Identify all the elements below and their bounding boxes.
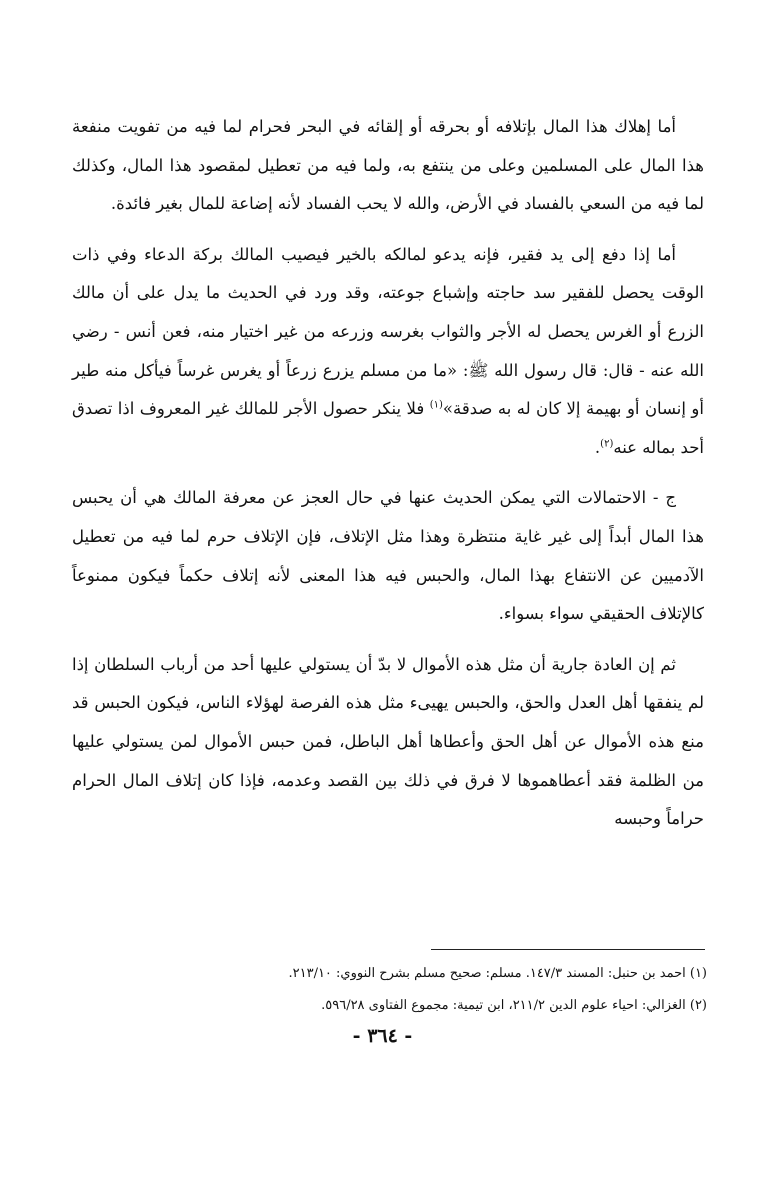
page-number: - ٣٦٤ - xyxy=(352,1025,413,1047)
footnote-ref-1: (١) xyxy=(429,399,443,411)
main-text xyxy=(72,108,704,851)
footnote-2: (٢) الغزالي: احياء علوم الدين ٢١١/٢، ابن تيمية: مجموع الفتاوى ٥٩٦/٢٨. xyxy=(321,998,707,1013)
footnote-1: (١) احمد بن حنبل: المسند ١٤٧/٣. مسلم: صحيح مسلم بشرح النووي: ٢١٣/١٠. xyxy=(288,966,707,981)
paragraph-poor-recipient xyxy=(72,236,704,468)
footnote-divider xyxy=(431,949,705,950)
footnotes xyxy=(67,958,707,1022)
paragraph-poor-recipient-text-end: . xyxy=(594,437,601,457)
footnote-ref-2: (٢) xyxy=(600,438,614,450)
paragraph-poor-recipient-text-a: أما إذا دفع إلى يد فقير، فإنه يدعو لمالكه بالخير فيصيب المالك بركة الدعاء وفي ذات الوقت يحصل للفقير سد حاجته وإشباع جوعته، وقد ورد في الحديث ما يدل على أن مالك الزرع أو الغرس يحصل له الأجر والثواب بغرسه وزرعه من غير اختيار منه، فعن أنس - رضي الله عنه - قال: قال رسول الله ﷺ: «ما من مسلم يزرع زرعاً أو يغرس غرساً فيأكل منه طير أو إنسان أو بهيمة إلا كان له به صدقة» xyxy=(72,244,704,419)
paragraph-possibilities: ج - الاحتمالات التي يمكن الحديث عنها في حال العجز عن معرفة المالك هي أن يحبس هذا المال أبداً إلى غير غاية منتظرة وهذا مثل الإتلاف، فإن الإتلاف حرم لما فيه من تعطيل الآدميين عن الانتفاع بهذا المال، والحبس فيه هذا المعنى لأنه إتلاف حكماً فيكون ممنوعاً كالإتلاف الحقيقي سواء بسواء. xyxy=(72,488,704,624)
paragraph-destruction: أما إهلاك هذا المال بإتلافه أو بحرقه أو إلقائه في البحر فحرام لما فيه من تفويت منفعة هذا المال على المسلمين وعلى من ينتفع به، ولما فيه من تعطيل لمقصود هذا المال، وكذلك لما فيه من السعي بالفساد في الأرض، والله لا يحب الفساد لأنه إضاعة للمال بغير فائدة. xyxy=(72,117,704,214)
paragraph-custom: ثم إن العادة جارية أن مثل هذه الأموال لا بدّ أن يستولي عليها أحد من أرباب السلطان إذا لم ينفقها أهل العدل والحق، والحبس يهيىء مثل هذه الفرصة لهؤلاء الناس، فيكون الحبس قد منع هذه الأموال عن أهل الحق وأعطاها أهل الباطل، فمن حبس الأموال لمن يستولي عليها من الظلمة فقد أعطاهموها لا فرق في ذلك بين القصد وعدمه، فإذا كان إتلاف المال الحرام حراماً وحبسه xyxy=(72,654,704,829)
paragraph-poor-recipient-text-b: فلا ينكر حصول الأجر للمالك غير المعروف اذا تصدق أحد بماله عنه xyxy=(72,399,704,457)
